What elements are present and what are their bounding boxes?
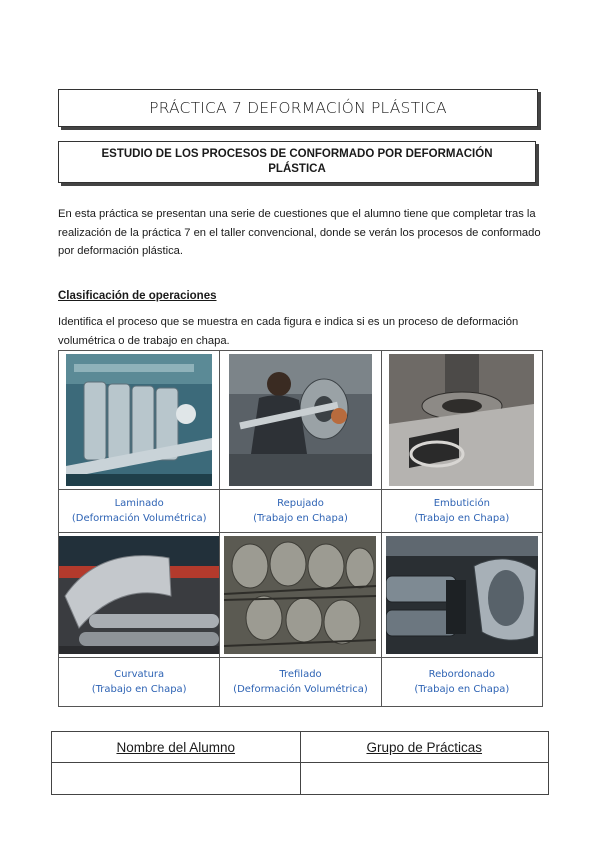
flanging-rollers-photo: [386, 536, 538, 654]
caption-cell: [381, 490, 542, 533]
process-grid: [58, 350, 543, 707]
process-name: Laminado: [114, 498, 164, 509]
student-name-header: Nombre del Alumno: [52, 732, 301, 763]
page-subtitle: [58, 141, 536, 183]
process-name: Trefilado: [279, 669, 322, 680]
process-name: Embutición: [433, 498, 490, 509]
image-cell: [59, 533, 220, 658]
caption-cell: [59, 490, 220, 533]
metal-spinning-photo: [229, 354, 372, 486]
process-type: (Trabajo en Chapa): [91, 684, 187, 695]
caption-row-2: [59, 658, 543, 707]
page-title: [58, 89, 538, 127]
process-name: Rebordonado: [428, 669, 496, 680]
process-type: (Deformación Volumétrica): [233, 684, 368, 695]
image-row-1: [59, 351, 543, 490]
process-type: (Trabajo en Chapa): [414, 513, 510, 524]
page-subtitle-text: ESTUDIO DE LOS PROCESOS DE CONFORMADO POR DEFORMACIÓN PLÁSTICA: [101, 148, 493, 175]
sheet-bending-photo: [59, 536, 219, 654]
caption-cell: [381, 658, 542, 707]
rolling-mill-photo: [66, 354, 212, 486]
caption-row-1: [59, 490, 543, 533]
process-name: Repujado: [277, 498, 324, 509]
caption-cell: [220, 490, 381, 533]
wire-drawing-photo: [224, 536, 376, 654]
process-type: (Trabajo en Chapa): [253, 513, 348, 524]
intro-paragraph: En esta práctica se presentan una serie de cuestiones que el alumno tiene que completar tras la realización de la práctica 7 en el taller convencional, donde se verán los procesos de conformado por deformación plástica.: [58, 208, 541, 257]
caption-cell: [220, 658, 381, 707]
student-info-table: [51, 731, 549, 795]
image-cell: [220, 351, 381, 490]
instructions-paragraph: Identifica el proceso que se muestra en cada figura e indica si es un proceso de deformación volumétrica o de trabajo en chapa.: [58, 316, 519, 347]
process-type: (Trabajo en Chapa): [414, 684, 510, 695]
practice-group-header: Grupo de Prácticas: [300, 732, 549, 763]
image-cell: [59, 351, 220, 490]
image-cell: [381, 351, 542, 490]
caption-cell: [59, 658, 220, 707]
deep-drawing-press-photo: [389, 354, 534, 486]
image-cell: [381, 533, 542, 658]
process-type: (Deformación Volumétrica): [71, 513, 207, 524]
student-name-field[interactable]: [52, 763, 301, 795]
image-row-2: [59, 533, 543, 658]
page-title-text: PRÁCTICA 7 DEFORMACIÓN PLÁSTICA: [149, 99, 447, 117]
process-name: Curvatura: [114, 669, 165, 680]
practice-group-field[interactable]: [300, 763, 549, 795]
image-cell: [220, 533, 381, 658]
section-heading: Clasificación de operaciones: [58, 290, 217, 302]
